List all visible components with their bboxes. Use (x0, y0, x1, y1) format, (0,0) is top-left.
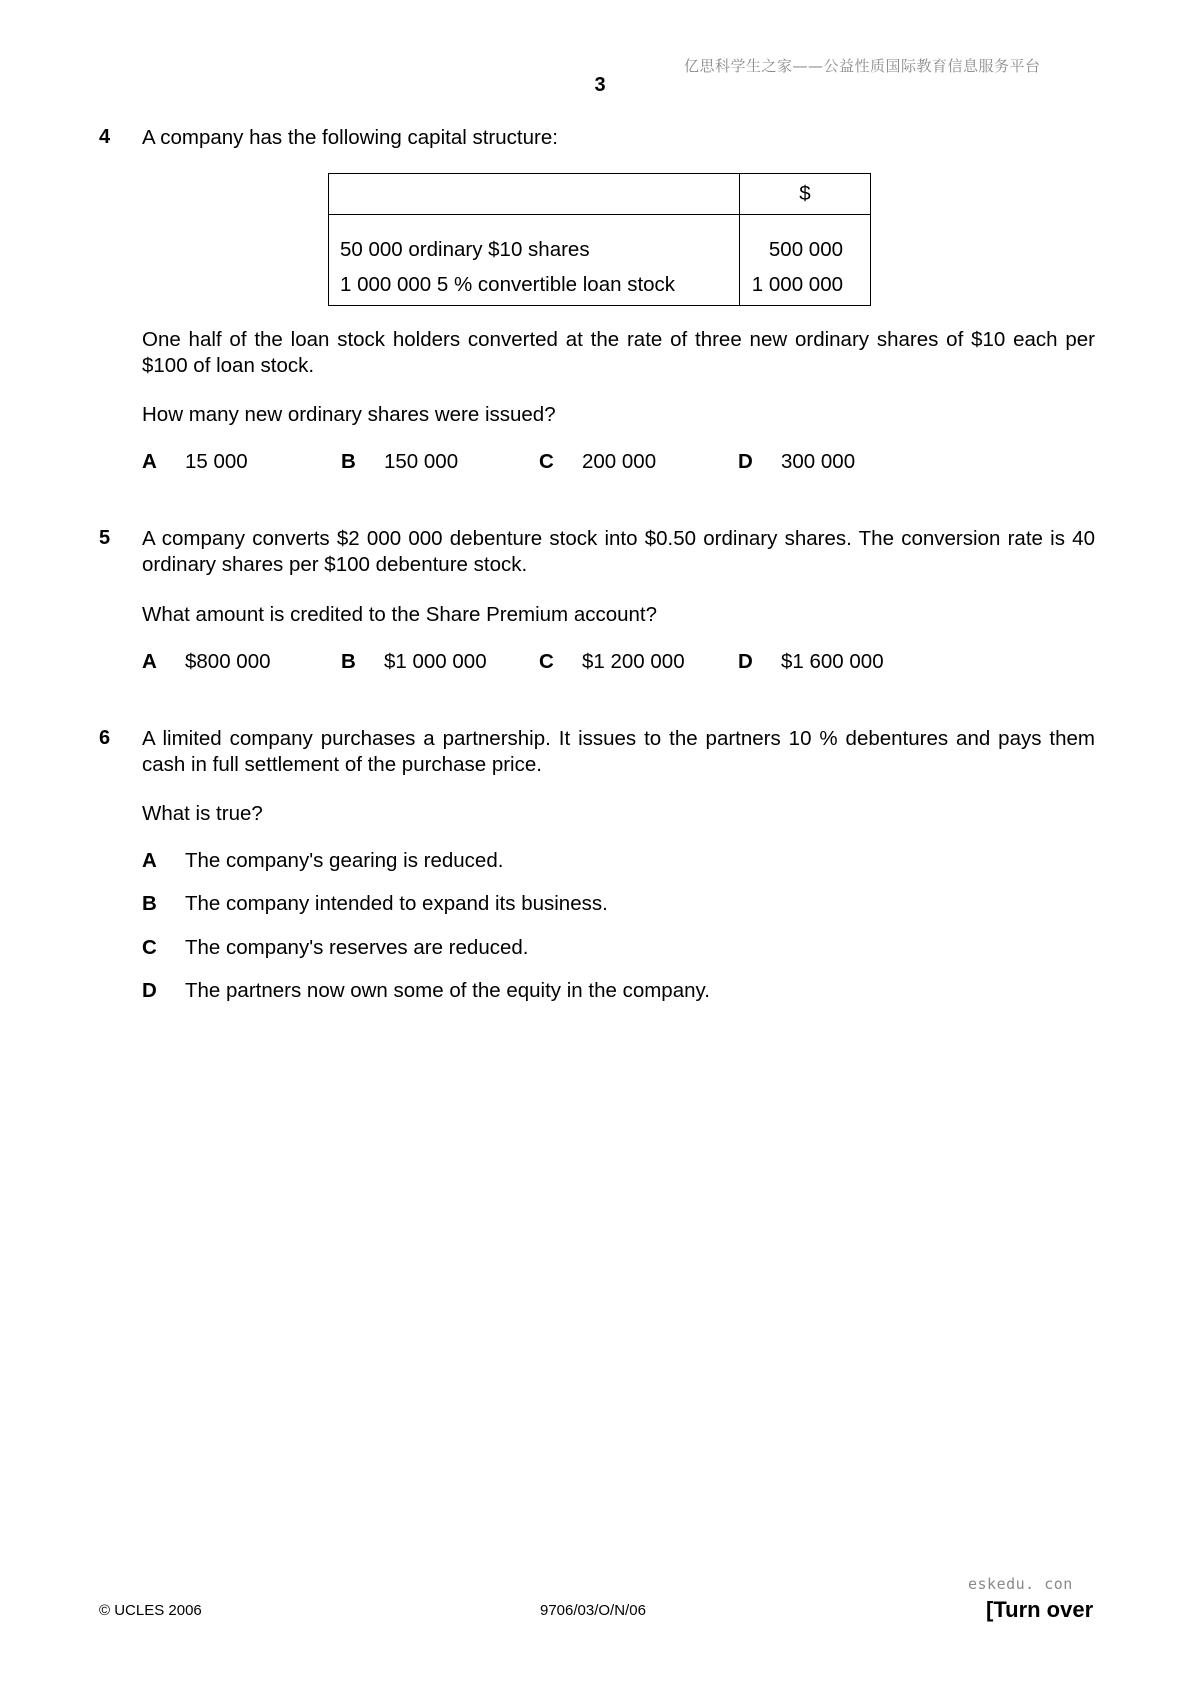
option-text: 200 000 (582, 450, 657, 473)
page-number: 3 (594, 74, 606, 96)
option-text: $1 000 000 (384, 650, 487, 673)
table-row-value: 1 000 000 (740, 265, 871, 306)
footer-paper-code: 9706/03/O/N/06 (540, 1602, 646, 1619)
option-text: $800 000 (185, 650, 271, 673)
question-5-prompt: What amount is credited to the Share Premium account? (142, 603, 658, 626)
option-letter: C (539, 650, 554, 673)
turn-over-label: [Turn over (986, 1597, 1094, 1622)
option-text: The company intended to expand its business. (185, 892, 608, 915)
question-5-number: 5 (99, 527, 111, 549)
question-6-stem: A limited company purchases a partnership. It issues to the partners 10 % debentures and pays them cash in full settlement of the purchase price. (142, 727, 1095, 776)
option-text: The company's gearing is reduced. (185, 849, 504, 872)
question-5-stem: A company converts $2 000 000 debenture stock into $0.50 ordinary shares. The conversion rate is 40 ordinary shares per $100 debenture stock. (142, 527, 1095, 576)
question-6-number: 6 (99, 727, 111, 749)
table-row-value: 500 000 (740, 215, 871, 266)
option-text: 300 000 (781, 450, 856, 473)
option-text: 15 000 (185, 450, 248, 473)
footer-copyright: © UCLES 2006 (99, 1602, 202, 1619)
question-6-prompt: What is true? (142, 802, 263, 825)
table-row-label: 1 000 000 5 % convertible loan stock (329, 265, 740, 306)
table-header-blank (329, 174, 740, 215)
question-4-number: 4 (99, 126, 111, 148)
option-text: The partners now own some of the equity in the company. (185, 979, 710, 1002)
option-text: 150 000 (384, 450, 459, 473)
option-text: $1 200 000 (582, 650, 685, 673)
option-letter: A (142, 849, 157, 872)
option-letter: A (142, 450, 157, 473)
question-4-prompt: How many new ordinary shares were issued? (142, 403, 556, 426)
option-text: $1 600 000 (781, 650, 884, 673)
table-header-currency: $ (740, 174, 871, 215)
option-letter: D (738, 450, 753, 473)
option-letter: C (539, 450, 554, 473)
capital-structure-table (328, 173, 871, 306)
question-4-stem: A company has the following capital structure: (142, 126, 558, 149)
option-letter: B (142, 892, 157, 915)
footer-watermark: eskedu. con (968, 1575, 1073, 1593)
question-4-paragraph: One half of the loan stock holders converted at the rate of three new ordinary shares of $10 each per $100 of loan stock. (142, 328, 1095, 377)
option-text: The company's reserves are reduced. (185, 936, 529, 959)
option-letter: B (341, 450, 356, 473)
option-letter: D (142, 979, 157, 1002)
option-letter: C (142, 936, 157, 959)
table-row-label: 50 000 ordinary $10 shares (329, 215, 740, 266)
option-letter: B (341, 650, 356, 673)
option-letter: D (738, 650, 753, 673)
header-watermark: 亿思科学生之家——公益性质国际教育信息服务平台 (684, 57, 1041, 75)
option-letter: A (142, 650, 157, 673)
